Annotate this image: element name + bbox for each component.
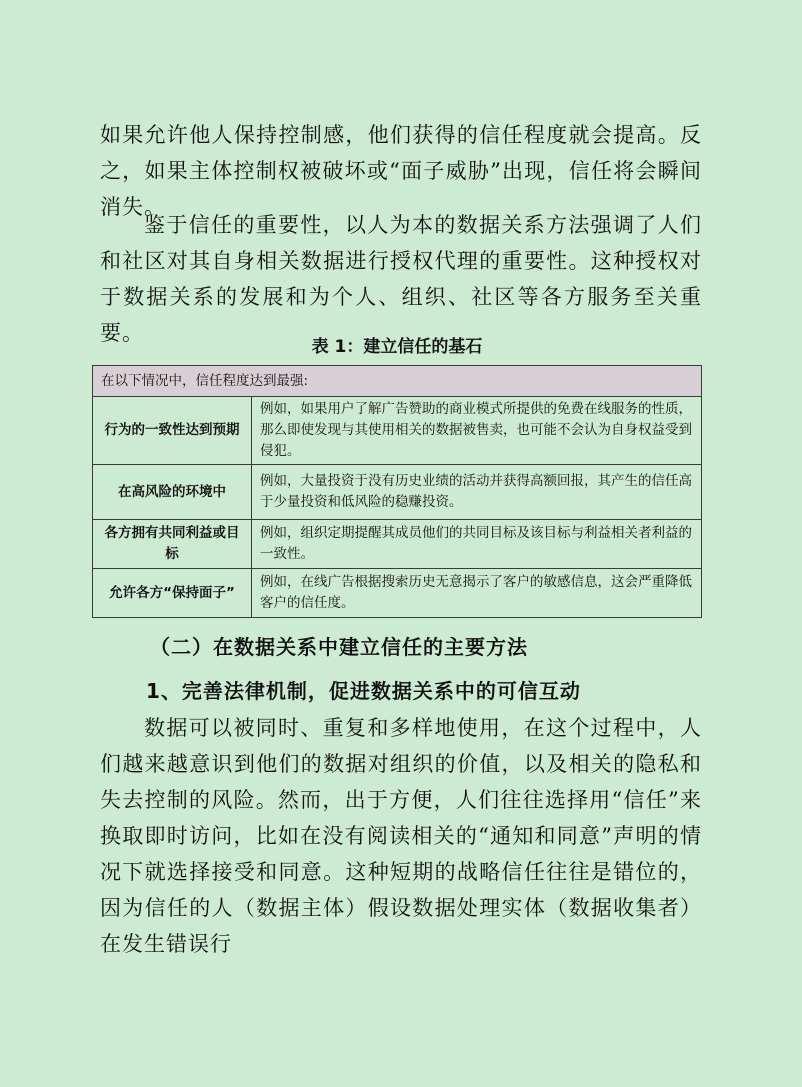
table-title: 表 1：建立信任的基石 — [311, 337, 483, 357]
trust-foundations-table — [92, 365, 702, 618]
row-label: 允许各方“保持面子” — [93, 569, 252, 618]
row-label: 各方拥有共同利益或目标 — [93, 520, 252, 569]
subsection-heading: 1、完善法律机制，促进数据关系中的可信互动 — [146, 679, 581, 703]
table-row — [93, 397, 702, 465]
row-label: 行为的一致性达到预期 — [93, 397, 252, 465]
table-row — [93, 569, 702, 618]
row-text: 例如，大量投资于没有历史业绩的活动并获得高额回报，其产生的信任高于少量投资和低风险的稳赚投资。 — [252, 465, 702, 520]
table-row — [93, 520, 702, 569]
row-text: 例如，如果用户了解广告赞助的商业模式所提供的免费在线服务的性质，那么即使发现与其使用相关的数据被售卖，也可能不会认为自身权益受到侵犯。 — [252, 397, 702, 465]
row-text: 例如，在线广告根据搜索历史无意揭示了客户的敏感信息，这会严重降低客户的信任度。 — [252, 569, 702, 618]
paragraph-importance: 鉴于信任的重要性，以人为本的数据关系方法强调了人们和社区对其自身相关数据进行授权代理的重要性。这种授权对于数据关系的发展和为个人、组织、社区等各方服务至关重要。 — [100, 213, 702, 345]
table-header-cell: 在以下情况中，信任程度达到最强: — [93, 366, 702, 397]
paragraph-legal-mechanism: 数据可以被同时、重复和多样地使用，在这个过程中，人们越来越意识到他们的数据对组织的价值，以及相关的隐私和失去控制的风险。然而，出于方便，人们往往选择用“信任”来换取即时访问，比如在没有阅读相关的“通知和同意”声明的情况下就选择接受和同意。这种短期的战略信任往往是错位的，因为信任的人（数据主体）假设数据处理实体（数据收集者）在发生错误行 — [100, 716, 702, 956]
row-text: 例如，组织定期提醒其成员他们的共同目标及该目标与利益相关者利益的一致性。 — [252, 520, 702, 569]
paragraph-control: 如果允许他人保持控制感，他们获得的信任程度就会提高。反之，如果主体控制权被破坏或“面子威胁”出现，信任将会瞬间消失。 — [100, 123, 702, 219]
table-header-row — [93, 366, 702, 397]
section-heading: （二）在数据关系中建立信任的主要方法 — [150, 635, 528, 659]
table-row — [93, 465, 702, 520]
row-label: 在高风险的环境中 — [93, 465, 252, 520]
